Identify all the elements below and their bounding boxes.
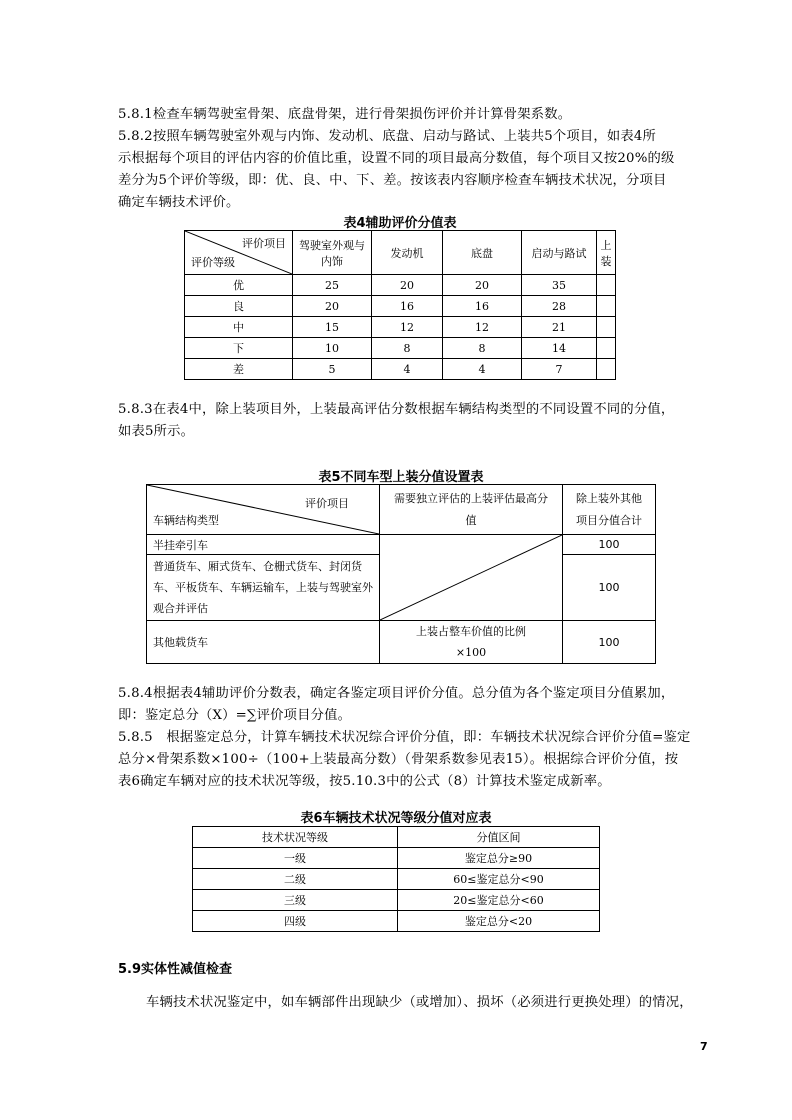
table-row (185, 296, 616, 317)
table-5-caption: 表5不同车型上装分值设置表 (318, 470, 484, 485)
section-5-8-3 (118, 399, 696, 443)
grade-cell: 中 (185, 317, 293, 338)
text-line: 示根据每个项目的评估内容的价值比重，设置不同的项目最高分数值，每个项目又按20%的级 (118, 151, 675, 166)
text-line: 如表5所示。 (118, 424, 195, 439)
text-line: 表6确定车辆对应的技术状况等级，按5.10.3中的公式（8）计算技术鉴定成新率。 (118, 774, 611, 789)
table-cell: 5 (293, 359, 372, 380)
table-cell: 4 (372, 359, 443, 380)
table-6-caption: 表6车辆技术状况等级分值对应表 (300, 811, 492, 826)
table-cell (597, 275, 616, 296)
table-row (193, 890, 600, 911)
vehicle-type-cell: 半挂牵引车 (147, 535, 380, 555)
table-row (185, 338, 616, 359)
table-header-cell: 需要独立评估的上装评估最高分值 (380, 485, 563, 535)
table-header-row (185, 231, 616, 275)
corner-bottom-label: 车辆结构类型 (153, 514, 219, 527)
table-cell: 15 (293, 317, 372, 338)
table-header-cell: 驾驶室外观与内饰 (293, 231, 372, 275)
table-cell: 鉴定总分<20 (398, 911, 600, 932)
table-row (185, 275, 616, 296)
diagonal-cell (380, 535, 563, 621)
table-cell: 21 (522, 317, 597, 338)
table-cell: 7 (522, 359, 597, 380)
table-cell: 100 (563, 535, 656, 555)
corner-bottom-label: 评价等级 (191, 256, 235, 269)
table-header-cell: 启动与路试 (522, 231, 597, 275)
table-cell (597, 317, 616, 338)
text-line: 差分为5个评价等级，即：优、良、中、下、差。按该表内容顺序检查车辆技术状况，分项目 (118, 173, 667, 188)
text-line: 即：鉴定总分（X）=∑评价项目分值。 (118, 708, 352, 723)
table-row (193, 848, 600, 869)
table-cell: 二级 (193, 869, 398, 890)
table-4-caption: 表4辅助评价分值表 (343, 216, 457, 231)
text-line: 5.8.3在表4中，除上装项目外，上装最高评估分数根据车辆结构类型的不同设置不同的分值， (118, 402, 675, 417)
table-row (147, 621, 656, 664)
table-cell: 4 (443, 359, 522, 380)
table-cell: 20 (293, 296, 372, 317)
table-header-row (193, 827, 600, 848)
grade-cell: 优 (185, 275, 293, 296)
vehicle-type-cell: 普通货车、厢式货车、仓栅式货车、封闭货车、平板货车、车辆运输车，上装与驾驶室外观合并评估 (147, 555, 380, 621)
grade-cell: 差 (185, 359, 293, 380)
table-cell: 四级 (193, 911, 398, 932)
table-cell (597, 296, 616, 317)
table-cell: 20 (372, 275, 443, 296)
table-cell: 14 (522, 338, 597, 359)
table-row (185, 359, 616, 380)
table-cell: 25 (293, 275, 372, 296)
table-cell: 35 (522, 275, 597, 296)
vehicle-type-cell: 其他载货车 (147, 621, 380, 664)
text-line: 5.8.2按照车辆驾驶室外观与内饰、发动机、底盘、启动与路试、上装共5个项目，如表4所 (118, 129, 657, 144)
text-line: 总分×骨架系数×100÷（100+上装最高分数）（骨架系数参见表15）。根据综合评价分值，按 (118, 752, 679, 767)
table-corner-cell (185, 231, 293, 275)
table-row (185, 317, 616, 338)
table-cell: 12 (443, 317, 522, 338)
table-cell: 12 (372, 317, 443, 338)
table-cell: 28 (522, 296, 597, 317)
section-5-9-text (146, 992, 706, 1014)
table-cell: 鉴定总分≥90 (398, 848, 600, 869)
table-cell: 一级 (193, 848, 398, 869)
text-line: 确定车辆技术评价。 (118, 195, 240, 210)
table-cell: 60≤鉴定总分<90 (398, 869, 600, 890)
page-number: 7 (700, 1040, 708, 1053)
table-header-cell: 除上装外其他项目分值合计 (563, 485, 656, 535)
table-cell: 100 (563, 555, 656, 621)
table-cell: 20 (443, 275, 522, 296)
grade-cell: 良 (185, 296, 293, 317)
table-header-cell: 分值区间 (398, 827, 600, 848)
section-5-8-1-text: 5.8.1检查车辆驾驶室骨架、底盘骨架，进行骨架损伤评价并计算骨架系数。 (118, 107, 572, 122)
table-cell: 三级 (193, 890, 398, 911)
table-row (193, 869, 600, 890)
table-cell (597, 338, 616, 359)
text-line: 5.8.5 根据鉴定总分，计算车辆技术状况综合评价分值，即：车辆技术状况综合评价分值=鉴定 (118, 730, 691, 745)
section-5-8-1 (118, 104, 696, 126)
table-row (147, 535, 656, 555)
table-cell: 8 (372, 338, 443, 359)
table-header-cell: 技术状况等级 (193, 827, 398, 848)
text-line: 5.8.4根据表4辅助评价分数表，确定各鉴定项目评价分值。总分值为各个鉴定项目分值累加， (118, 686, 675, 701)
text-line: 车辆技术状况鉴定中，如车辆部件出现缺少（或增加）、损坏（必须进行更换处理）的情况， (146, 995, 693, 1010)
table-6 (192, 826, 600, 932)
table-header-cell: 底盘 (443, 231, 522, 275)
table-cell: 10 (293, 338, 372, 359)
section-5-8-4 (118, 683, 696, 727)
corner-top-label: 评价项目 (242, 237, 286, 250)
table-4 (184, 230, 616, 380)
table-corner-cell (147, 485, 380, 535)
section-5-9-heading: 5.9实体性减值检查 (118, 962, 233, 977)
table-cell: 20≤鉴定总分<60 (398, 890, 600, 911)
table-header-row (147, 485, 656, 535)
table-header-cell: 发动机 (372, 231, 443, 275)
table-cell: 100 (563, 621, 656, 664)
table-cell: 16 (443, 296, 522, 317)
section-5-8-5 (118, 727, 696, 793)
table-row (193, 911, 600, 932)
diagonal-line (380, 535, 562, 620)
table-header-cell: 上装 (597, 231, 616, 275)
table-cell (597, 359, 616, 380)
table-cell: 上装占整车价值的比例×100 (380, 621, 563, 664)
table-5 (146, 484, 656, 664)
grade-cell: 下 (185, 338, 293, 359)
table-cell: 16 (372, 296, 443, 317)
table-cell: 8 (443, 338, 522, 359)
section-5-8-2 (118, 126, 696, 214)
corner-top-label: 评价项目 (305, 497, 349, 510)
